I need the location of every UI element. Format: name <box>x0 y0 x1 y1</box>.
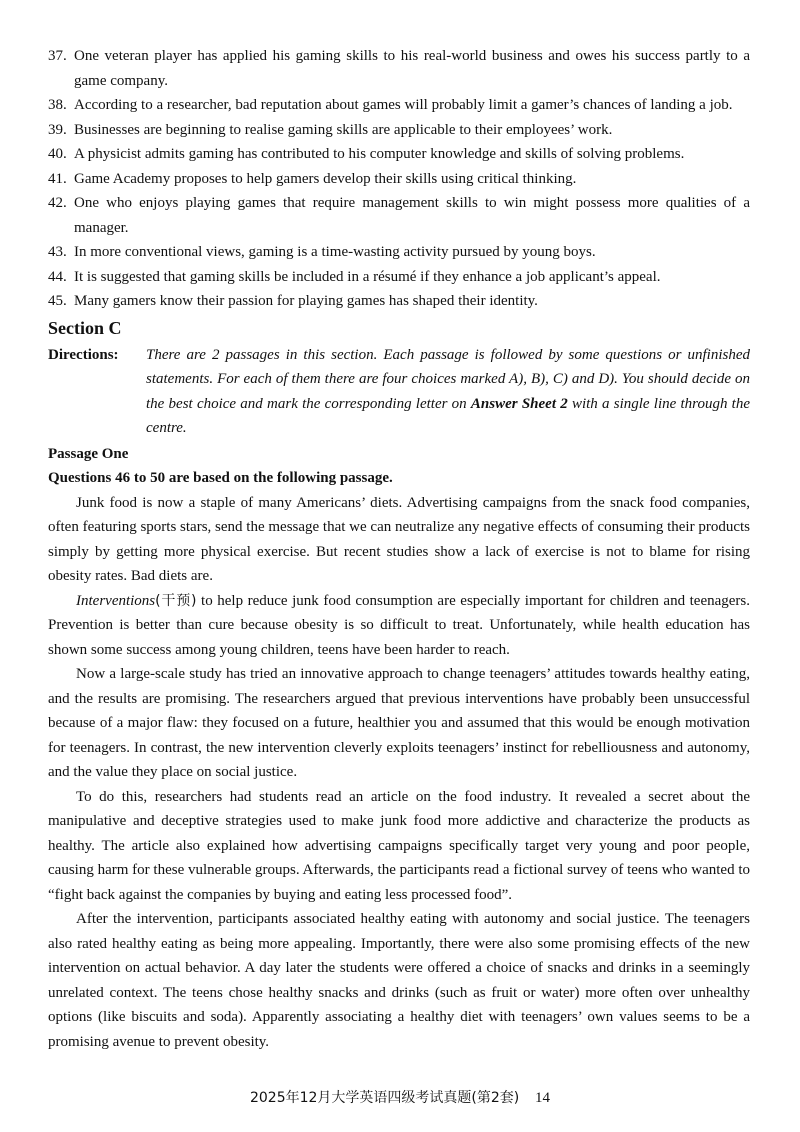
glossed-term: Interventions <box>76 592 156 609</box>
passage-paragraph-4: To do this, researchers had students read an article on the food industry. It revealed a secret about the manipulative and deceptive strategies used to make junk food more addictive and characterize the products as healthy. The article also explained how advertising campaigns specifically target very young and poor people, causing harm for these vulnerable groups. Afterwards, the participants read a fictional survey of teens who wanted to “fight back against the companies by buying and eating less processed food”. <box>48 788 750 903</box>
question-text: Game Academy proposes to help gamers develop their skills using critical thinking. <box>74 170 577 187</box>
directions-label: Directions: <box>48 346 119 363</box>
question-number: 38. <box>48 97 67 113</box>
question-text: Businesses are beginning to realise gaming skills are applicable to their employees’ work. <box>74 121 613 138</box>
page-footer <box>0 1086 800 1111</box>
footer-title: 2025年12月大学英语四级考试真题(第2套) <box>249 1090 520 1106</box>
passage-title: Passage One <box>48 445 129 462</box>
question-text: One who enjoys playing games that require management skills to win might possess more qualities of a manager. <box>74 195 750 236</box>
paragraph-text: to help reduce junk food consumption are especially important for children and teenagers. Prevention is better than cure because obesity is so difficult to treat. Unfortunately, while health education has shown some success among young children, teens have been harder to reach. <box>48 592 750 658</box>
question-item <box>48 289 750 314</box>
page-number: 14 <box>535 1090 551 1106</box>
question-item <box>48 118 750 143</box>
directions-block <box>48 343 750 441</box>
passage-paragraph-5: After the intervention, participants associated healthy eating with autonomy and social justice. The teenagers also rated healthy eating as being more appealing. Importantly, there were also some promising effects of the new intervention on actual behavior. A day later the students were offered a choice of snacks and drinks in a seemingly unrelated context. The teens chose healthy snacks and drinks (such as fruit or water) more often over unhealthy options (like biscuits and soda). Apparently associating a healthy diet with teenagers’ own values seems to be a promising avenue to prevent obesity. <box>48 911 750 1050</box>
question-item <box>48 265 750 290</box>
question-text: One veteran player has applied his gaming skills to his real-world business and owes his success partly to a game company. <box>74 48 750 89</box>
passage-intro: Questions 46 to 50 are based on the following passage. <box>48 470 393 486</box>
question-number: 44. <box>48 268 67 285</box>
exam-page <box>48 44 750 1054</box>
question-item <box>48 93 750 118</box>
question-number: 39. <box>48 121 67 138</box>
question-text: It is suggested that gaming skills be included in a résumé if they enhance a job applicant’s appeal. <box>74 268 661 285</box>
question-number: 40. <box>48 146 67 162</box>
question-text: Many gamers know their passion for playing games has shaped their identity. <box>74 293 538 309</box>
directions-text <box>146 343 750 441</box>
directions-text-part2: with a single line through the centre. <box>146 395 751 436</box>
question-number: 37. <box>48 48 67 64</box>
question-number: 42. <box>48 195 67 211</box>
passage-paragraph-1: Junk food is now a staple of many Americans’ diets. Advertising campaigns from the snack food companies, often featuring sports stars, send the message that we can neutralize any negative effects of consuming their products simply by getting more physical exercise. But recent studies show a lack of exercise is not to blame for rising obesity rates. Bad diets are. <box>48 494 750 584</box>
question-item <box>48 142 750 167</box>
section-heading: Section C <box>48 317 122 338</box>
question-text: According to a researcher, bad reputation about games will probably limit a gamer’s chances of landing a job. <box>74 97 733 113</box>
question-number: 41. <box>48 170 67 187</box>
directions-text-part1: There are 2 passages in this section. Each passage is followed by some questions or unfinished statements. For each of them there are four choices marked A), B), C) and D). You should decide on the best choice and mark the corresponding letter on <box>146 346 750 412</box>
question-item <box>48 191 750 240</box>
question-item <box>48 44 750 93</box>
question-item <box>48 167 750 192</box>
question-item <box>48 240 750 265</box>
question-number: 45. <box>48 293 67 309</box>
question-list <box>48 44 750 314</box>
question-text: A physicist admits gaming has contributed to his computer knowledge and skills of solving problems. <box>74 146 685 162</box>
answer-sheet-reference: Answer Sheet 2 <box>470 395 568 412</box>
chinese-gloss: (干预) <box>155 592 197 609</box>
question-text: In more conventional views, gaming is a time-wasting activity pursued by young boys. <box>74 244 596 260</box>
question-number: 43. <box>48 244 67 260</box>
passage-paragraph-2 <box>48 589 750 663</box>
passage-paragraph-3: Now a large-scale study has tried an innovative approach to change teenagers’ attitudes towards healthy eating, and the results are promising. The researchers argued that previous interventions have probably been unsuccessful because of a major flaw: they focused on a future, healthier you and assumed that this would be enough motivation for teenagers. In contrast, the new intervention cleverly exploits teenagers’ instinct for rebelliousness and autonomy, and the value they place on social justice. <box>48 666 750 780</box>
